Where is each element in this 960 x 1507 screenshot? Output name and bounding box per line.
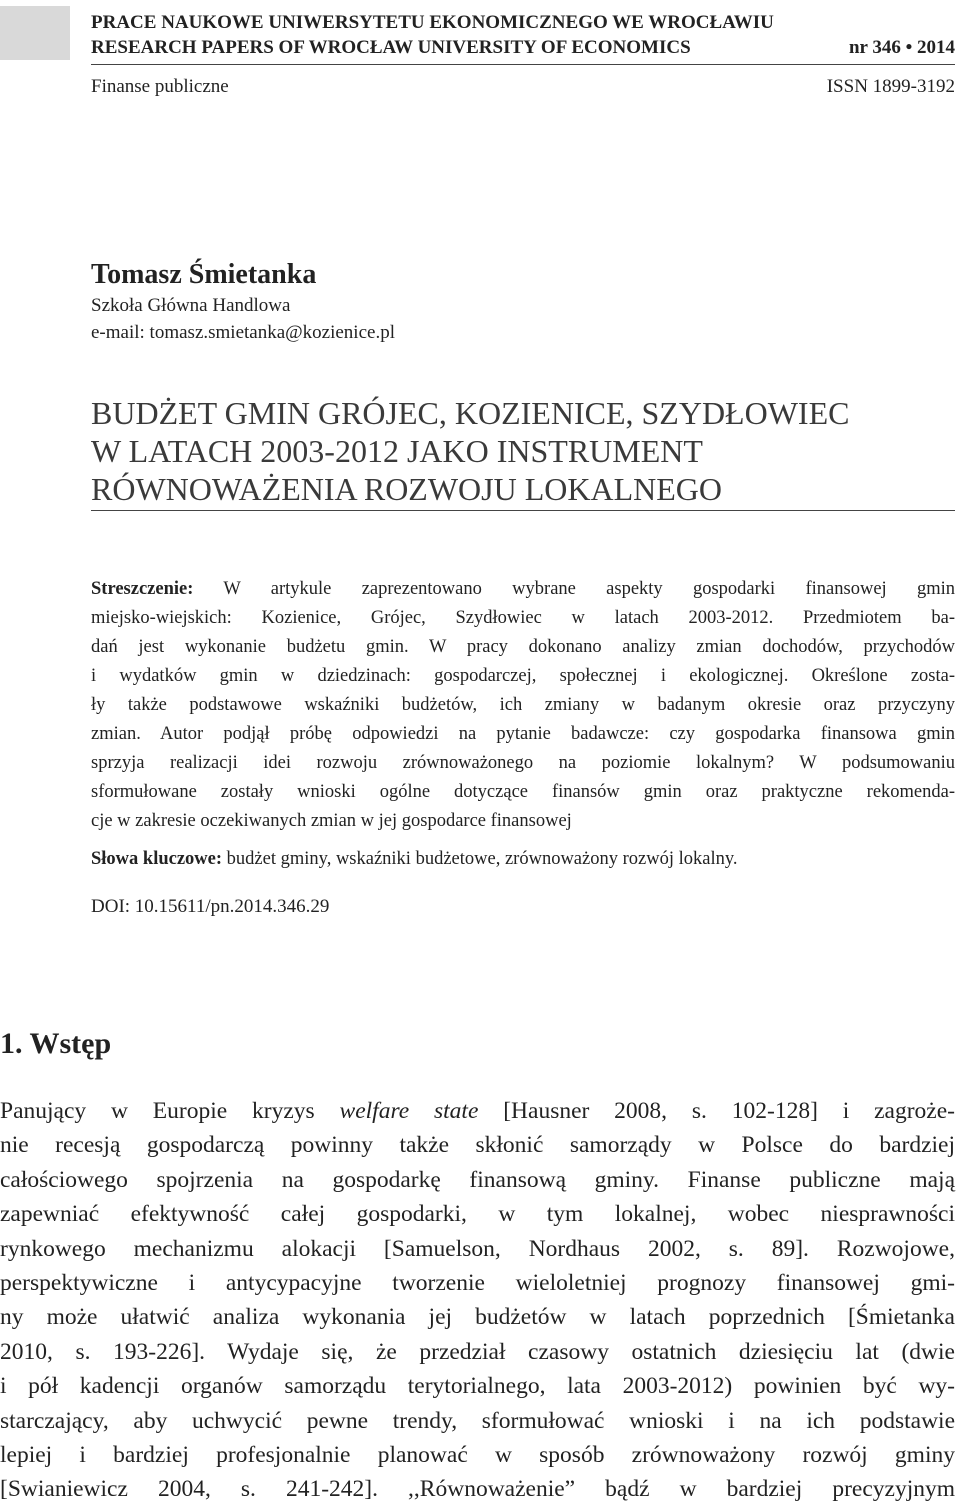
body-line: ny może ułatwić analiza wykonania jej budżetów w latach poprzednich [Śmietanka	[0, 1304, 955, 1331]
title-divider	[91, 510, 955, 511]
abstract-line: zmian. Autor podjął próbę odpowiedzi na pytanie badawcze: czy gospodarka finansowa gmin	[91, 724, 955, 744]
header-divider	[91, 64, 955, 65]
section-heading: 1. Wstęp	[0, 1027, 112, 1060]
author-email: e-mail: tomasz.smietanka@kozienice.pl	[91, 322, 395, 343]
body-line: starczający, aby uchwycić pewne trendy, sformułować wnioski i na ich podstawie	[0, 1407, 955, 1434]
body-line: całościowego spojrzenia na gospodarkę finansową gminy. Finanse publiczne mają	[0, 1166, 955, 1193]
journal-header	[91, 10, 955, 60]
abstract-line: Streszczenie: W artykule zaprezentowano wybrane aspekty gospodarki finansowej gmin	[91, 579, 955, 599]
body-line: i pół kadencji organów samorządu terytorialnego, lata 2003-2012) powinien być wy-	[0, 1373, 955, 1400]
keywords-text: budżet gminy, wskaźniki budżetowe, zrównoważony rozwój lokalny.	[222, 849, 738, 869]
doi: DOI: 10.15611/pn.2014.346.29	[91, 896, 330, 917]
author-name: Tomasz Śmietanka	[91, 259, 317, 290]
body-line: lepiej i bardziej profesjonalnie planować w sposób zrównoważony rozwój gminy	[0, 1442, 955, 1469]
body-line: 2010, s. 193-226]. Wydaje się, że przedział czasowy ostatnich dziesięciu lat (dwie	[0, 1338, 955, 1365]
abstract-line: dań jest wykonanie budżetu gmin. W pracy dokonano analizy zmian dochodów, przychodów	[91, 637, 955, 657]
body-line: nie recesją gospodarczą powinny także skłonić samorządy w Polsce do bardziej	[0, 1132, 955, 1159]
abstract-line: cje w zakresie oczekiwanych zmian w jej gospodarce finansowej	[91, 811, 572, 831]
issue-number: nr 346 • 2014	[848, 37, 955, 58]
journal-name-english-row	[91, 35, 955, 60]
journal-name-polish: PRACE NAUKOWE UNIWERSYTETU EKONOMICZNEGO WE WROCŁAWIU	[91, 12, 774, 33]
abstract-line: i wydatków gmin w dziedzinach: gospodarczej, społecznej i ekologicznej. Określone zosta-	[91, 666, 955, 686]
author-block	[91, 258, 395, 346]
body-paragraph	[0, 1094, 955, 1507]
author-affiliation: Szkoła Główna Handlowa	[91, 295, 291, 316]
abstract-label: Streszczenie:	[91, 579, 194, 599]
keywords	[91, 846, 955, 872]
issn: ISSN 1899-3192	[826, 76, 955, 97]
abstract-line: sprzyja realizacji idei rozwoju zrównoważonego na poziomie lokalnym? W podsumowaniu	[91, 753, 955, 773]
body-line: [Swianiewicz 2004, s. 241-242]. ,,Równoważenie” bądź w bardziej precyzyjnym	[0, 1476, 955, 1503]
abstract-line: ły także podstawowe wskaźniki budżetów, ich zmiany w badanym okresie oraz przyczyny	[91, 695, 955, 715]
journal-name-english: RESEARCH PAPERS OF WROCŁAW UNIVERSITY OF ECONOMICS	[91, 37, 691, 58]
header-meta	[91, 76, 955, 98]
title-line: RÓWNOWAŻENIA ROZWOJU LOKALNEGO	[91, 471, 723, 507]
title-line: W LATACH 2003-2012 JAKO INSTRUMENT	[91, 433, 703, 469]
keywords-label: Słowa kluczowe:	[91, 849, 223, 869]
body-line: perspektywiczne i antycypacyjne tworzenie wieloletniej prognozy finansowej gmi-	[0, 1270, 955, 1297]
corner-decoration	[0, 6, 70, 60]
body-line: zapewniać efektywność całej gospodarki, w tym lokalnej, wobec niesprawności	[0, 1201, 955, 1228]
abstract	[91, 575, 955, 836]
body-line: rynkowego mechanizmu alokacji [Samuelson, Nordhaus 2002, s. 89]. Rozwojowe,	[0, 1235, 955, 1262]
body-line: Panujący w Europie kryzys welfare state [Hausner 2008, s. 102-128] i zagroże-	[0, 1098, 955, 1124]
abstract-line: miejsko-wiejskich: Kozienice, Grójec, Szydłowiec w latach 2003-2012. Przedmiotem ba-	[91, 608, 955, 628]
italic-term: welfare state	[339, 1098, 479, 1124]
title-line: BUDŻET GMIN GRÓJEC, KOZIENICE, SZYDŁOWIEC	[91, 395, 850, 431]
series-name: Finanse publiczne	[91, 76, 229, 97]
article-title	[91, 394, 955, 508]
abstract-line: sformułowane zostały wnioski ogólne dotyczące finansów gmin oraz praktyczne rekomenda-	[91, 782, 955, 802]
